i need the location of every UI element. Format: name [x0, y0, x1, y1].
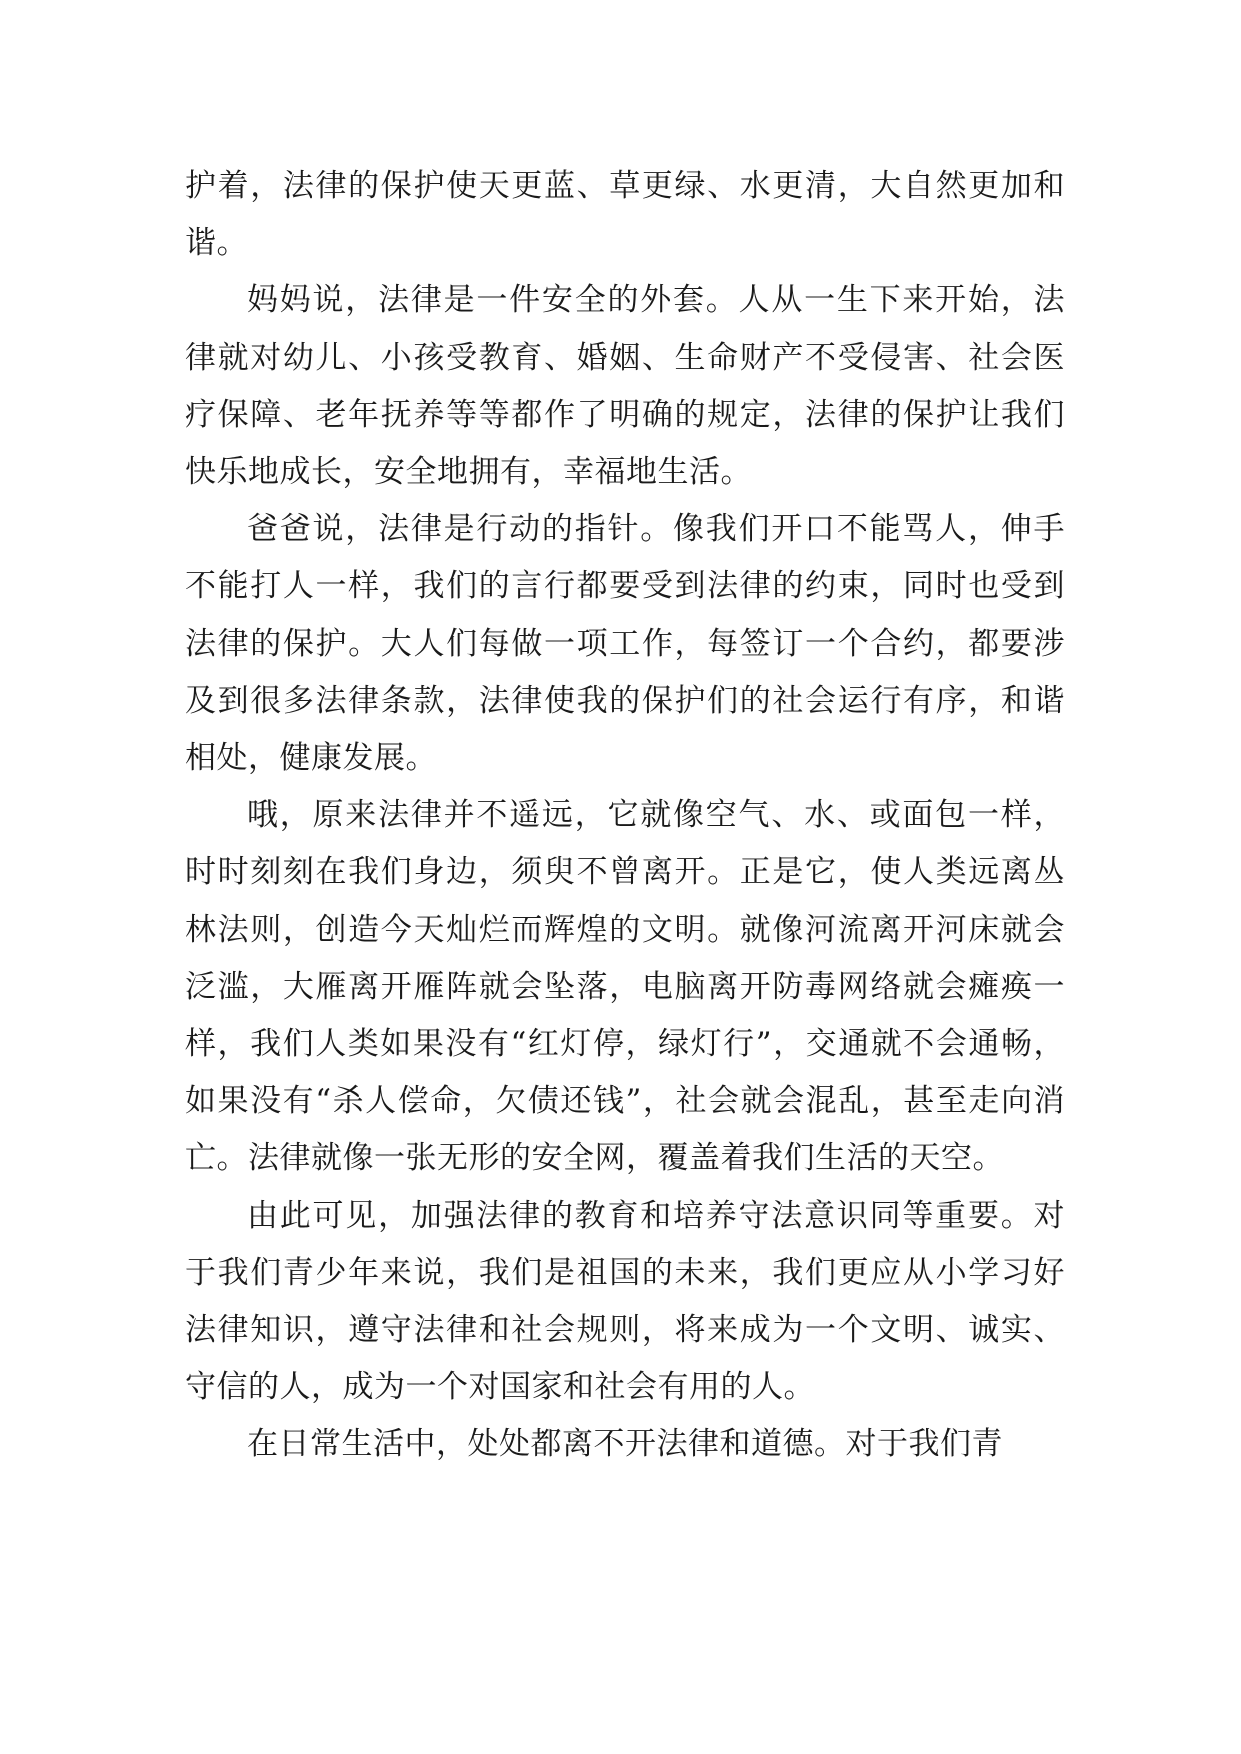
paragraph: 在日常生活中，处处都离不开法律和道德。对于我们青 [247, 1426, 1003, 1463]
paragraph: 由此可见，加强法律的教育和培养守法意识同等重要。对于我们青少年来说，我们是祖国的未来，我们更应从小学习好法律知识，遵守法律和社会规则，将来成为一个文明、诚实、守信的人，成为一个对国家和社会有用的人。 [185, 1197, 1065, 1406]
body-text [185, 158, 1065, 1474]
paragraph: 爸爸说，法律是行动的指针。像我们开口不能骂人，伸手不能打人一样，我们的言行都要受到法律的约束，同时也受到法律的保护。大人们每做一项工作，每签订一个合约，都要涉及到很多法律条款，法律使我的保护们的社会运行有序，和谐相处，健康发展。 [185, 511, 1065, 777]
paragraph: 哦，原来法律并不遥远，它就像空气、水、或面包一样，时时刻刻在我们身边，须臾不曾离开。正是它，使人类远离丛林法则，创造今天灿烂而辉煌的文明。就像河流离开河床就会泛滥，大雁离开雁阵就会坠落，电脑离开防毒网络就会瘫痪一样，我们人类如果没有“红灯停，绿灯行”，交通就不会通畅，如果没有“杀人偿命，欠债还钱”，社会就会混乱，甚至走向消亡。法律就像一张无形的安全网，覆盖着我们生活的天空。 [185, 797, 1065, 1177]
paragraph: 护着，法律的保护使天更蓝、草更绿、水更清，大自然更加和谐。 [185, 168, 1065, 262]
paragraph: 妈妈说，法律是一件安全的外套。人从一生下来开始，法律就对幼儿、小孩受教育、婚姻、生命财产不受侵害、社会医疗保障、老年抚养等等都作了明确的规定，法律的保护让我们快乐地成长，安全地拥有，幸福地生活。 [185, 282, 1065, 491]
